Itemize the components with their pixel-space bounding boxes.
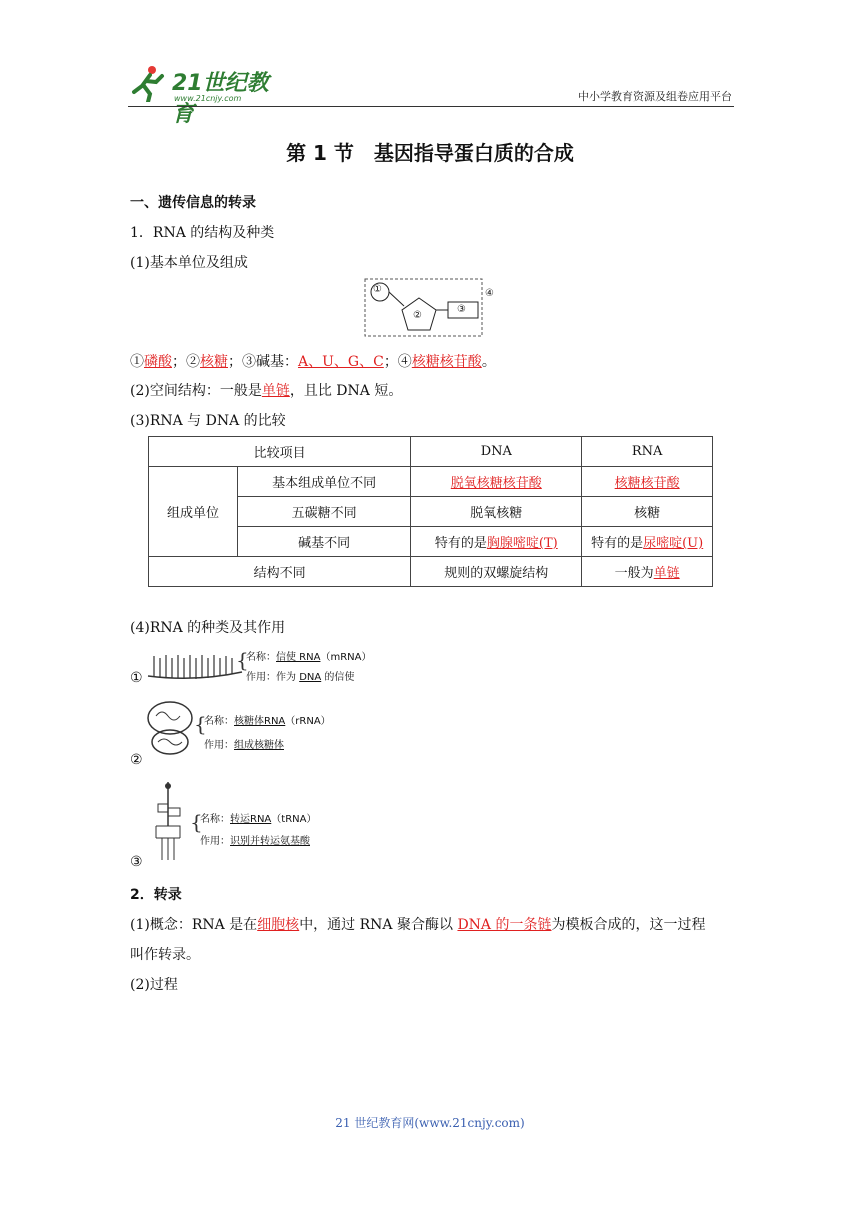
answer-dna-strand: DNA 的一条链 [457,917,552,933]
table-row: 五碳糖不同 脱氧核糖 核糖 [149,497,713,527]
page-title: 第 1 节 基因指导蛋白质的合成 [286,141,574,165]
logo-text: 21世纪教育 [172,71,269,127]
footer: 21 世纪教育网(www.21cnjy.com) [335,1116,525,1130]
comparison-table [148,436,713,587]
concept-line: (1)概念：RNA 是在细胞核中，通过 RNA 聚合酶以 DNA 的一条链为模板合成的，这一过程 [130,917,706,933]
label-phosphate: ① [373,284,382,295]
answer-nucleus: 细胞核 [257,917,300,933]
table-row: 比较项目 DNA RNA [149,437,713,467]
subheading: (3)RNA 与 DNA 的比较 [130,413,286,429]
label-sugar: ② [413,310,422,321]
subheading: (1)基本单位及组成 [130,255,248,271]
structure-line: (2)空间结构：一般是单链，且比 DNA 短。 [130,383,403,399]
section-heading: 一、遗传信息的转录 [130,195,256,211]
answer-single-strand: 单链 [261,383,290,399]
concept-line-2: 叫作转录。 [130,947,200,963]
nucleotide-diagram [364,278,504,344]
logo [128,62,278,127]
mrna-icon [146,646,246,686]
answer-ribose: 核糖 [200,354,228,370]
subheading: (2)过程 [130,977,178,993]
trna-icon [146,782,190,862]
table-row: 组成单位 基本组成单位不同 脱氧核糖核苷酸 核糖核苷酸 [149,467,713,497]
answer-bases: A、U、G、C [298,354,384,370]
ribosome-icon [146,700,196,756]
logo-url: www.21cnjy.com [174,94,242,103]
item-heading: 1．RNA 的结构及种类 [130,225,275,241]
subheading: (4)RNA 的种类及其作用 [130,620,286,636]
label-base: ③ [457,304,466,315]
table-row: 结构不同 规则的双螺旋结构 一般为单链 [149,557,713,587]
rrna-figure: ② { 名称：核糖体RNA（rRNA） 作用：组成核糖体 [130,698,390,770]
answer-nucleotide: 核糖核苷酸 [411,354,482,370]
label-nucleotide: ④ [485,288,494,299]
header-divider [128,106,734,107]
runner-icon [128,62,168,102]
item-heading: 2．转录 [130,887,182,903]
table-row: 碱基不同 特有的是胸腺嘧啶(T) 特有的是尿嘧啶(U) [149,527,713,557]
composition-line: ①磷酸；②核糖；③碱基：A、U、G、C；④核糖核苷酸。 [130,354,496,370]
mrna-figure: ① { 名称：信使 RNA（mRNA） 作用：作为 DNA 的信使 [130,648,372,686]
platform-name: 中小学教育资源及组卷应用平台 [578,90,732,103]
answer-phosphate: 磷酸 [144,354,172,370]
trna-figure: ③ { 名称：转运RNA（tRNA） 作用：识别并转运氨基酸 [130,780,390,870]
